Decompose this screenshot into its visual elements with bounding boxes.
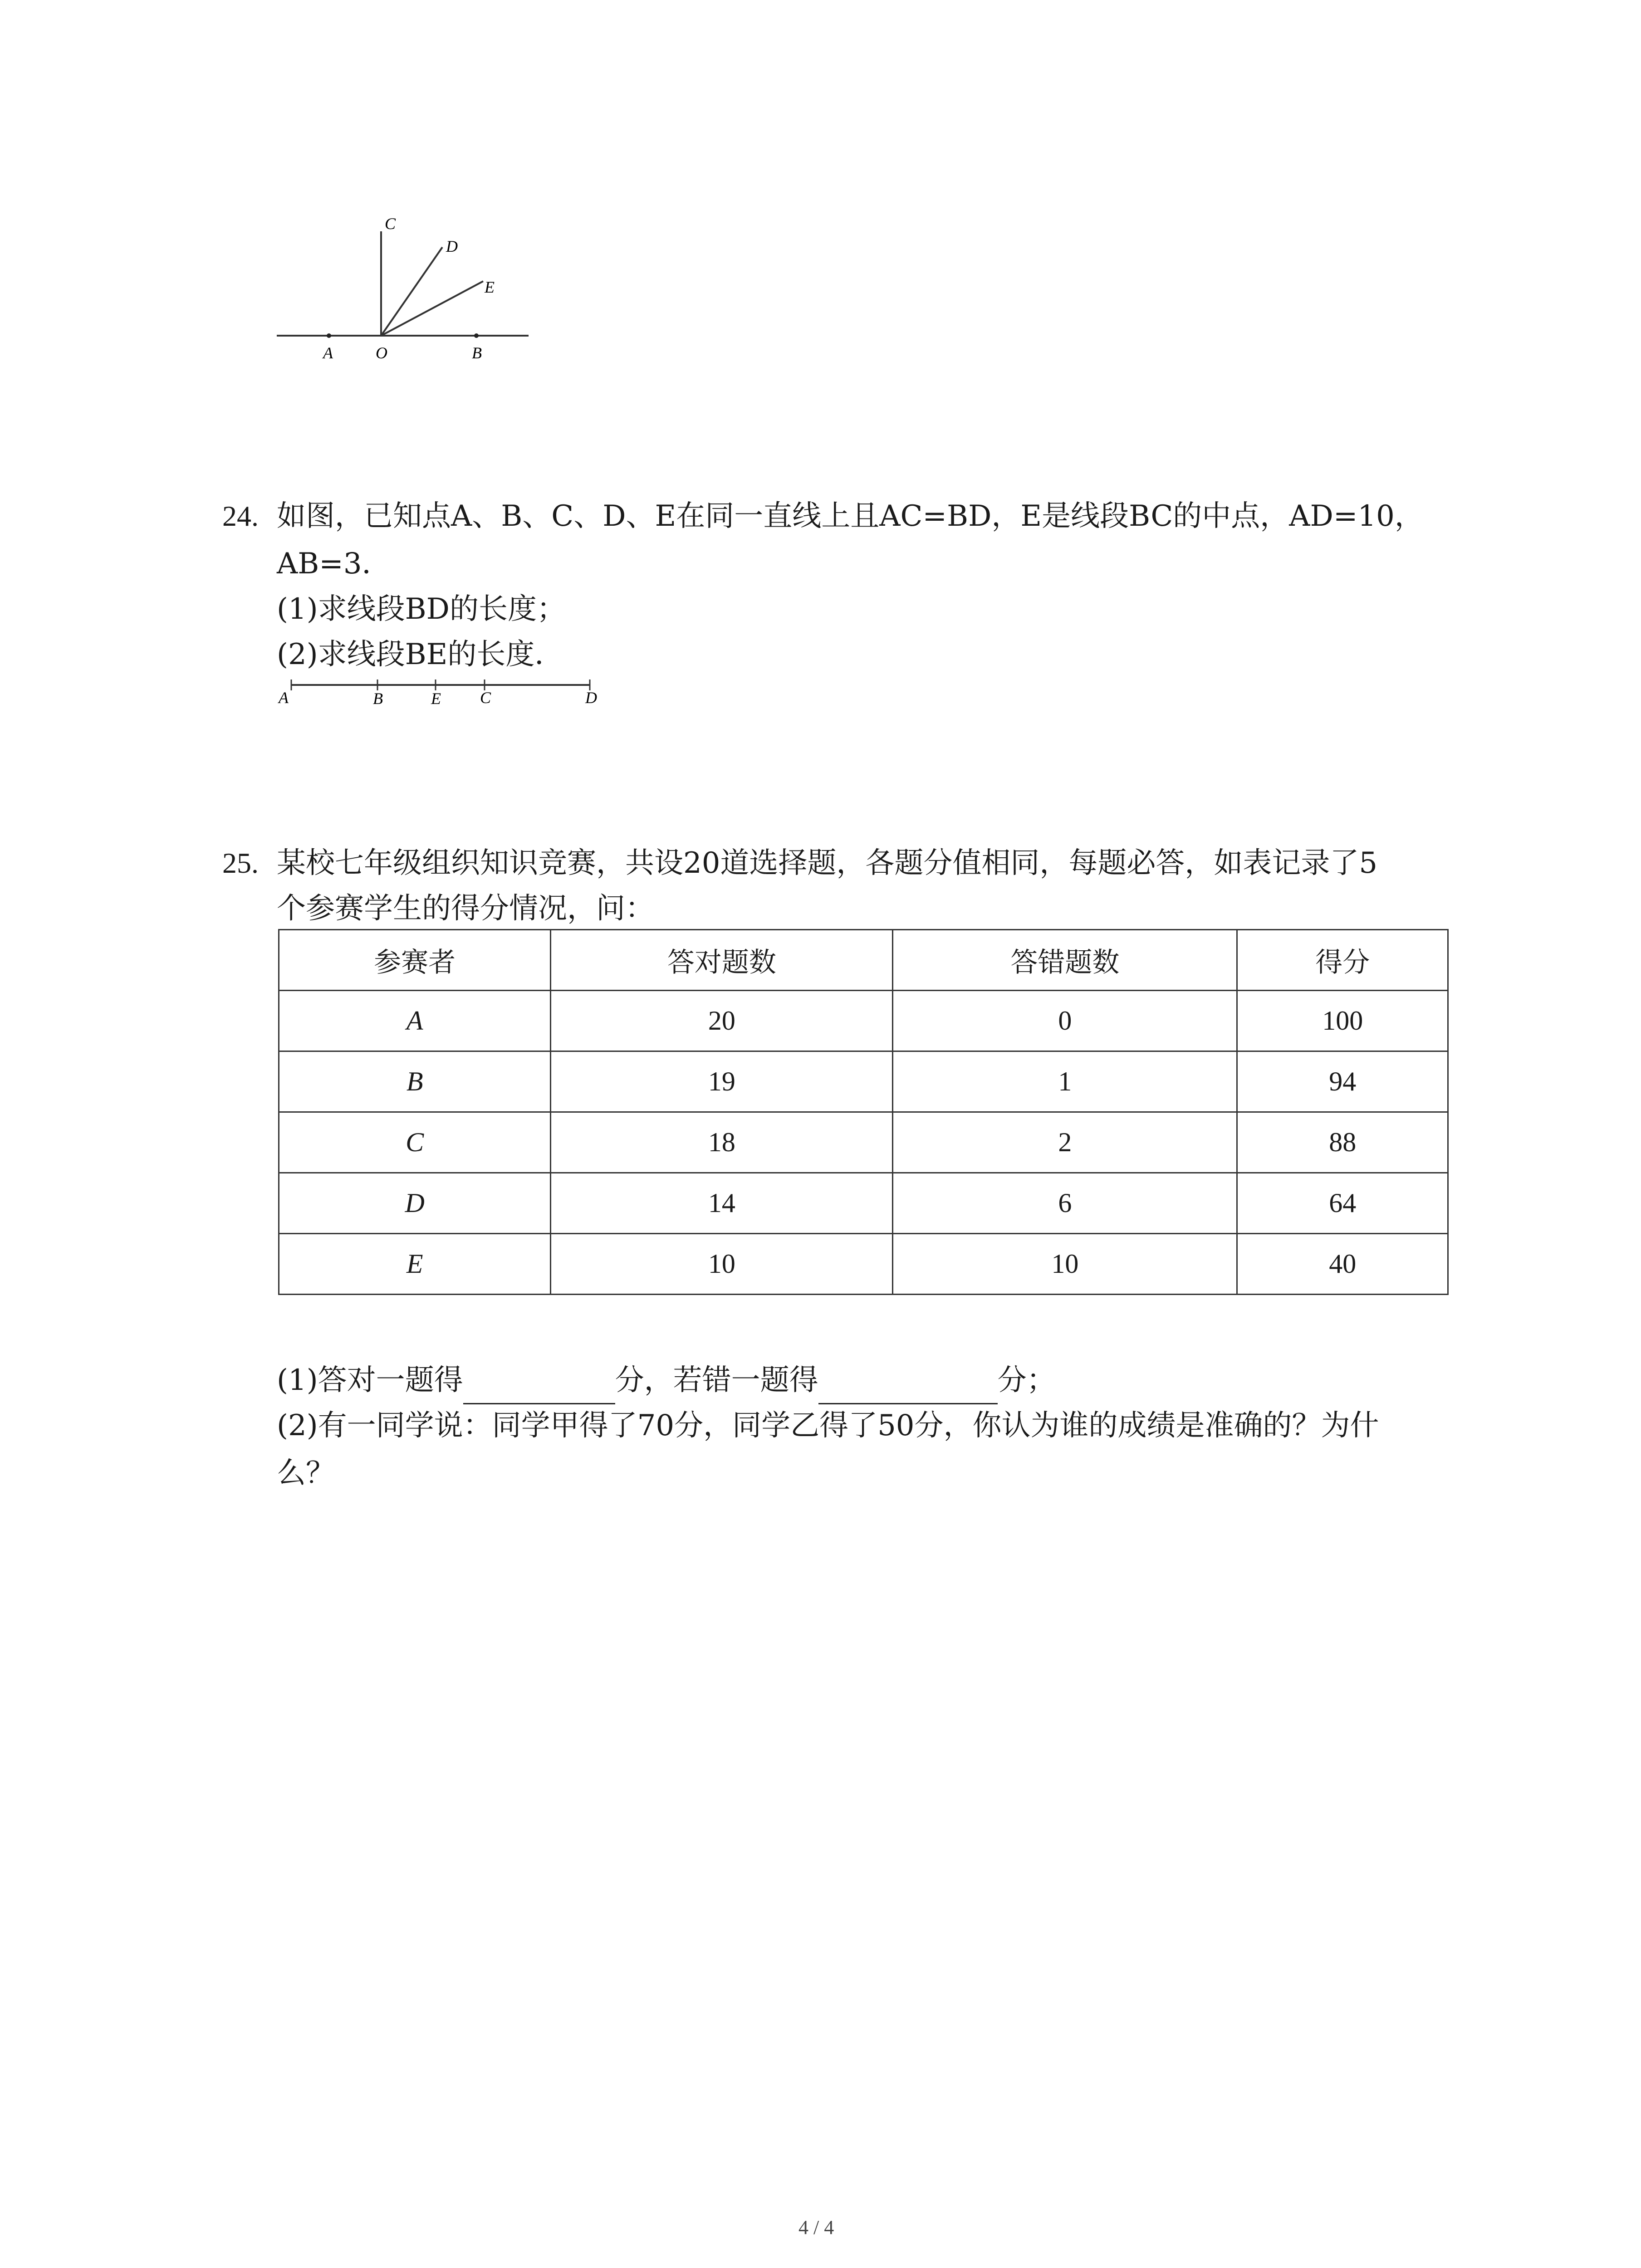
cell-correct: 19: [551, 1051, 893, 1112]
seg-label-b: B: [373, 689, 383, 708]
table-row: [279, 1173, 1448, 1234]
header-score: 得分: [1237, 930, 1448, 991]
seg-label-c: C: [480, 689, 491, 707]
q25-line2: 个参赛学生的得分情况，问：: [277, 892, 654, 925]
q25-number: [222, 839, 259, 887]
cell-correct: 18: [551, 1112, 893, 1173]
answer-blank-correct[interactable]: [463, 1370, 615, 1404]
table-row: [279, 1112, 1448, 1173]
label-c: C: [385, 215, 396, 233]
label-a: A: [323, 344, 333, 362]
seg-label-e: E: [431, 689, 441, 708]
cell-wrong: 6: [893, 1173, 1237, 1234]
seg-label-a: A: [279, 689, 289, 707]
cell-correct: 10: [551, 1234, 893, 1295]
header-correct: 答对题数: [551, 930, 893, 991]
q25-sub1: [277, 1356, 1056, 1404]
table-header-row: [279, 930, 1448, 991]
table-row: [279, 1051, 1448, 1112]
cell-participant: B: [279, 1051, 551, 1112]
segment-figure: [272, 671, 608, 712]
cell-wrong: 1: [893, 1051, 1237, 1112]
q25-sub1-part-a: (1)答对一题得: [277, 1364, 463, 1397]
cell-score: 100: [1237, 991, 1448, 1051]
cell-correct: 20: [551, 991, 893, 1051]
cell-score: 94: [1237, 1051, 1448, 1112]
cell-score: 40: [1237, 1234, 1448, 1295]
label-o: O: [376, 344, 387, 362]
table-row: [279, 1234, 1448, 1295]
q25-sub1-part-b: 分，若错一题得: [615, 1364, 818, 1397]
cell-wrong: 0: [893, 991, 1237, 1051]
q24-line2: AB=3．: [277, 547, 391, 581]
answer-blank-wrong[interactable]: [818, 1370, 998, 1404]
cell-participant: D: [279, 1173, 551, 1234]
q25-line1: 某校七年级组织知识竞赛，共设20道选择题，各题分值相同，每题必答，如表记录了5: [277, 846, 1378, 880]
q24-number: [222, 492, 259, 540]
cell-correct: 14: [551, 1173, 893, 1234]
q24-number-text: 24.: [222, 500, 259, 532]
label-e: E: [485, 278, 495, 296]
q24-sub1: (1)求线段BD的长度；: [277, 592, 566, 626]
label-d: D: [446, 237, 458, 255]
cell-participant: C: [279, 1112, 551, 1173]
seg-label-d: D: [585, 689, 597, 707]
table-row: [279, 991, 1448, 1051]
q24-line1: 如图，已知点A、B、C、D、E在同一直线上且AC=BD，E是线段BC的中点，AD=10，: [277, 499, 1424, 533]
q25-sub2-line2: 么？: [277, 1457, 335, 1490]
page-number: 4 / 4: [798, 2216, 834, 2239]
header-wrong: 答错题数: [893, 930, 1237, 991]
cell-participant: A: [279, 991, 551, 1051]
cell-score: 88: [1237, 1112, 1448, 1173]
cell-score: 64: [1237, 1173, 1448, 1234]
angle-figure: [272, 204, 535, 376]
q25-sub1-part-c: 分；: [997, 1364, 1056, 1397]
cell-wrong: 2: [893, 1112, 1237, 1173]
cell-participant: E: [279, 1234, 551, 1295]
q25-number-text: 25.: [222, 847, 259, 879]
q25-sub2-line1: (2)有一同学说：同学甲得了70分，同学乙得了50分，你认为谁的成绩是准确的？为什: [277, 1409, 1379, 1442]
header-participant: 参赛者: [279, 930, 551, 991]
cell-wrong: 10: [893, 1234, 1237, 1295]
label-b: B: [472, 344, 482, 362]
score-table: [278, 929, 1449, 1295]
q24-sub2: (2)求线段BE的长度．: [277, 638, 564, 671]
